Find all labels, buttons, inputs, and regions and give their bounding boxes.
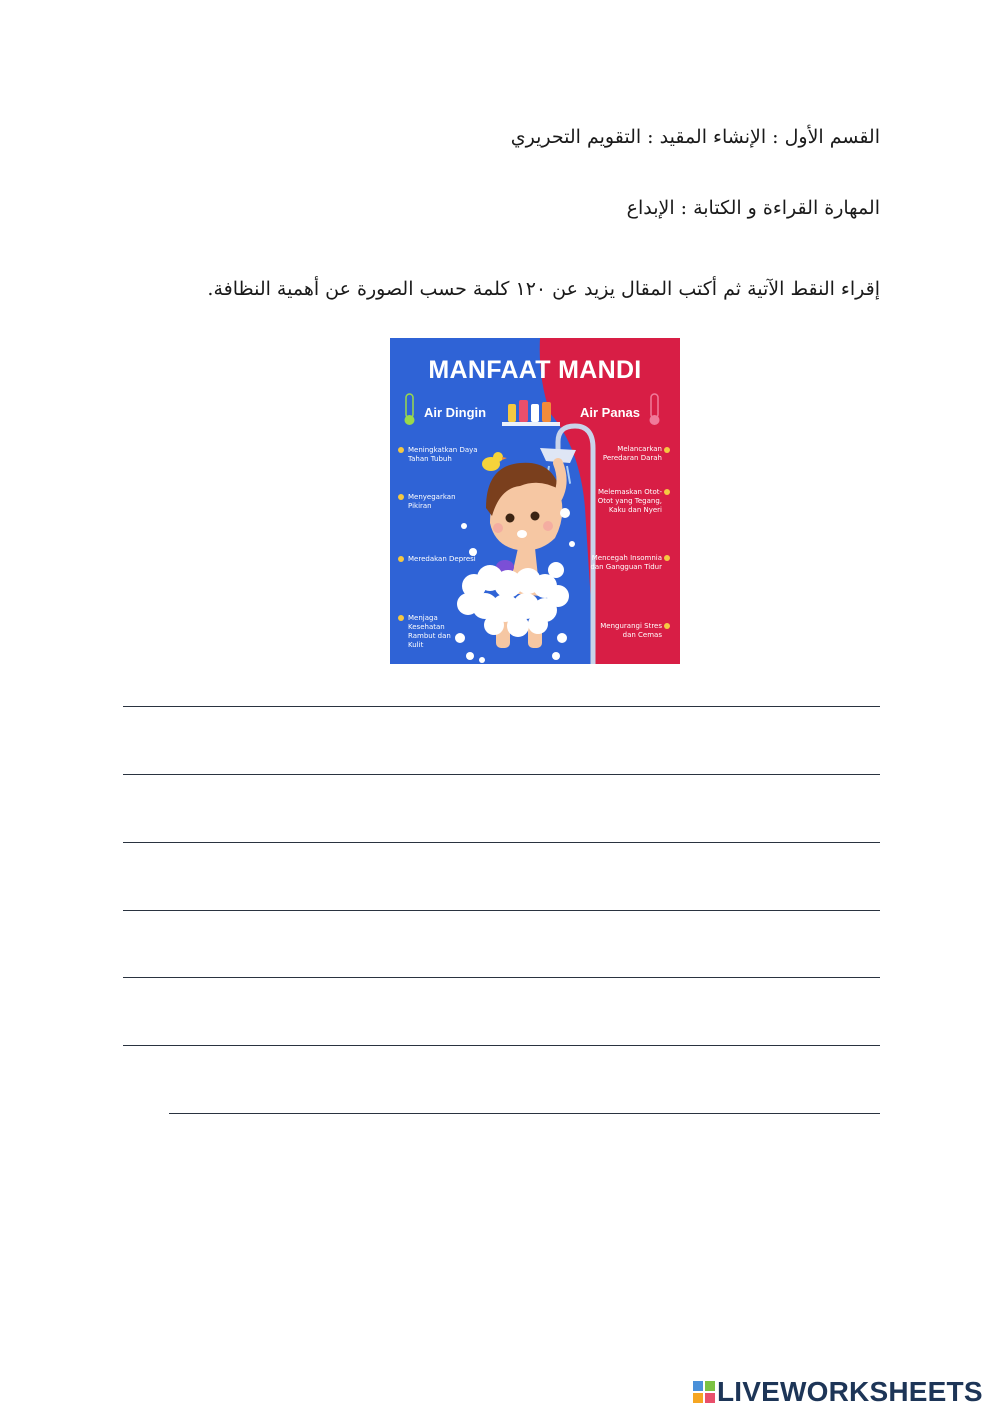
hot-benefit-4: Mengurangi Stres dan Cemas [600,622,662,639]
answer-line-6[interactable] [123,1045,880,1046]
cold-benefit-2: Menyegarkan Pikiran [408,493,456,510]
bullet-dot [664,489,670,495]
answer-line-3[interactable] [123,842,880,843]
liveworksheets-grid-icon [693,1381,715,1403]
bullet-dot [398,494,404,500]
bullet-dot [398,615,404,621]
bullet-dot [398,447,404,453]
answer-line-1[interactable] [123,706,880,707]
answer-line-2[interactable] [123,774,880,775]
instruction-text: إقراء النقط الآتية ثم أكتب المقال يزيد عن ١٢٠ كلمة حسب الصورة عن أهمية النظافة. [207,278,880,300]
bath-benefits-infographic [390,338,680,664]
section-title: القسم الأول : الإنشاء المقيد : التقويم التحريري [510,126,880,148]
answer-line-5[interactable] [123,977,880,978]
hot-benefit-3: Mencegah Insomnia dan Gangguan Tidur [590,554,662,571]
bullet-dot [664,623,670,629]
bullet-dot [664,447,670,453]
cold-benefit-4: Menjaga Kesehatan Rambut dan Kulit [408,614,451,649]
infographic-title: MANFAAT MANDI [428,356,642,384]
answer-line-7[interactable] [169,1113,880,1114]
hot-benefit-2: Melemaskan Otot-Otot yang Tegang, Kaku dan Nyeri [597,488,662,514]
hot-benefit-1: Melancarkan Peredaran Darah [602,445,662,462]
hot-water-heading: Air Panas [580,405,640,420]
cold-benefit-1: Meningkatkan Daya Tahan Tubuh [408,446,478,463]
bullet-dot [664,555,670,561]
liveworksheets-wordmark: LIVEWORKSHEETS [717,1376,983,1407]
skill-title: المهارة القراءة و الكتابة : الإبداع [626,197,880,219]
liveworksheets-logo [693,1375,983,1409]
cold-water-heading: Air Dingin [424,405,487,420]
cold-benefit-3: Meredakan Depresi [408,555,476,563]
answer-line-4[interactable] [123,910,880,911]
bullet-dot [398,556,404,562]
